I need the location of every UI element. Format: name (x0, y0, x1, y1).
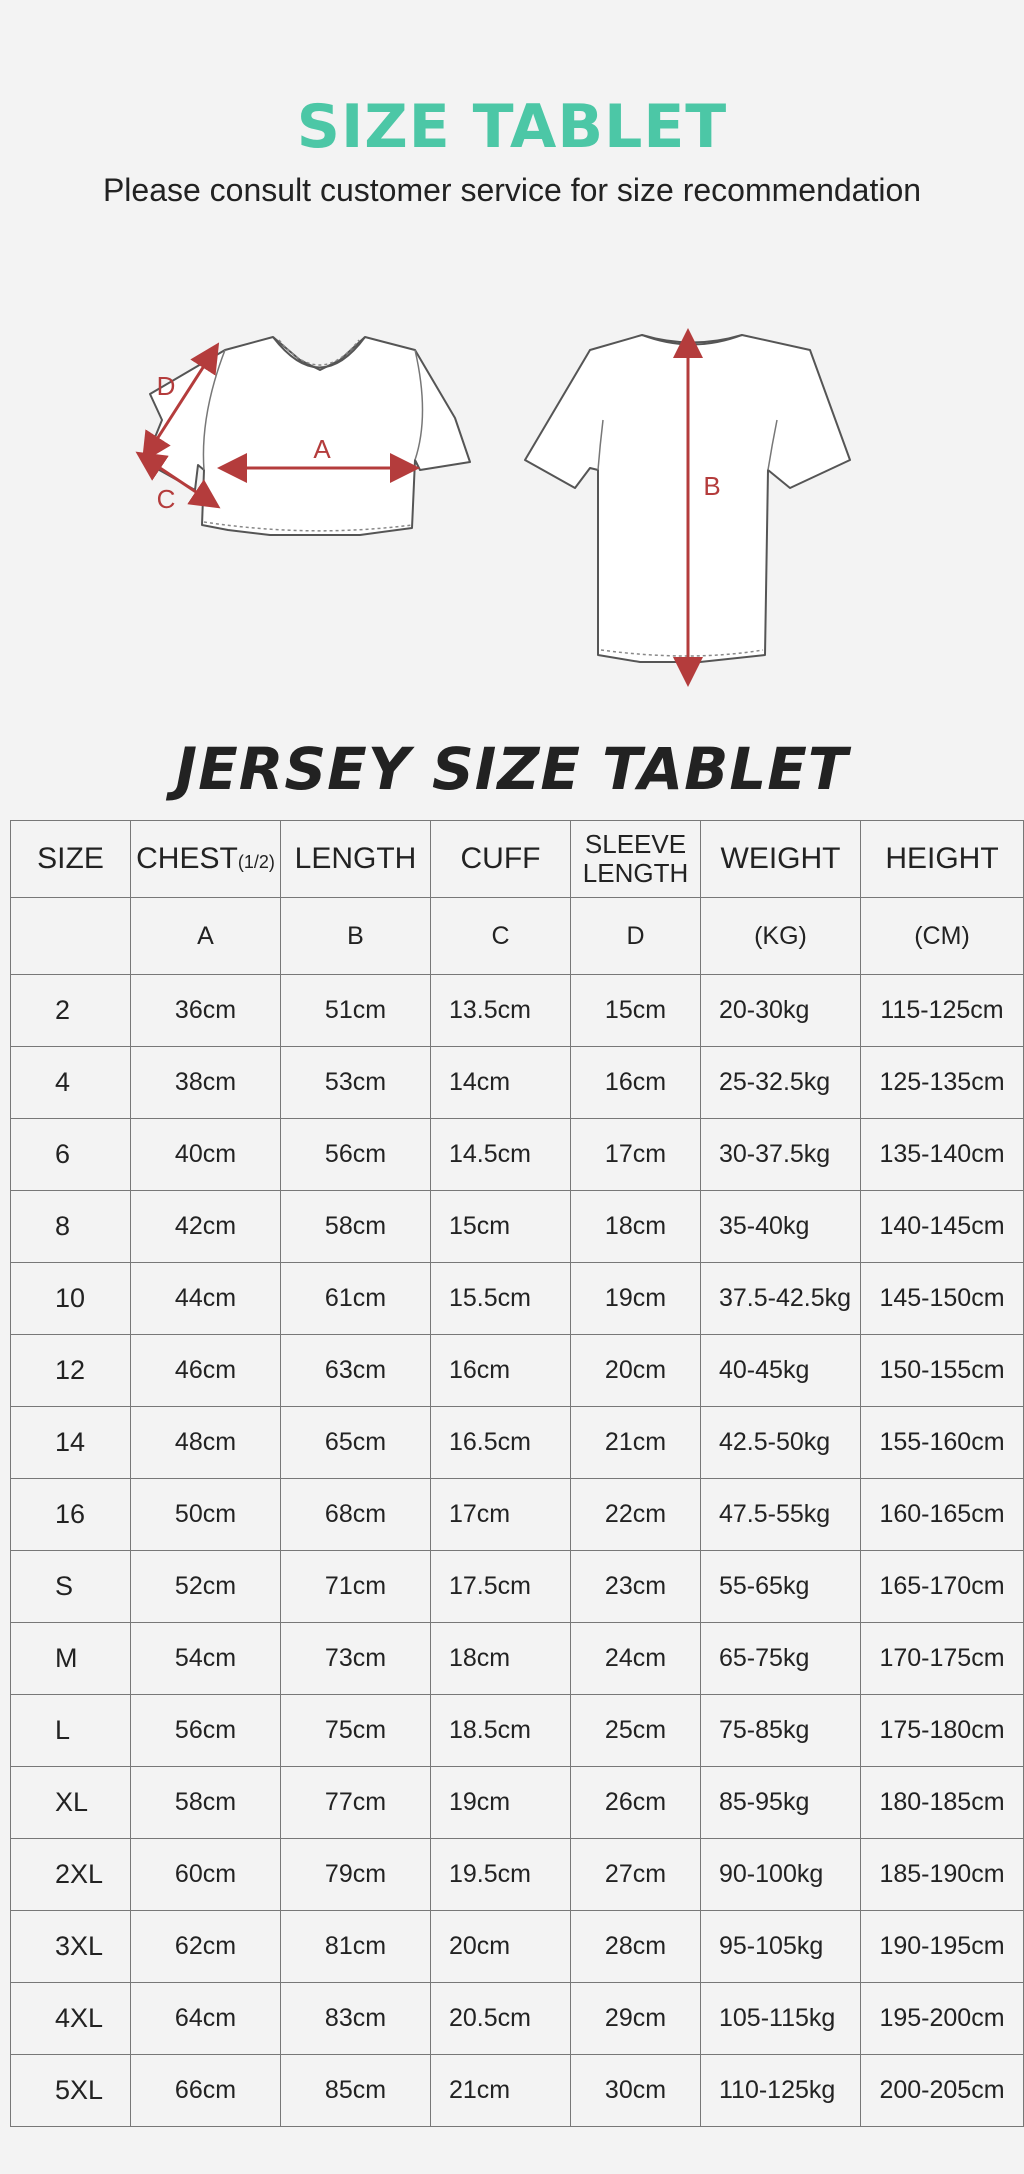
table-cell: 52cm (131, 1551, 281, 1623)
table-cell: 155-160cm (861, 1407, 1024, 1479)
table-cell: 55-65kg (701, 1551, 861, 1623)
size-table (10, 820, 1024, 2127)
table-cell: 19cm (431, 1767, 571, 1839)
table-cell: 190-195cm (861, 1911, 1024, 1983)
table-cell: 180-185cm (861, 1767, 1024, 1839)
unit-cell: (CM) (861, 898, 1024, 975)
size-cell: XL (11, 1767, 131, 1839)
size-cell: 6 (11, 1119, 131, 1191)
table-row (11, 1983, 1024, 2055)
size-cell: 14 (11, 1407, 131, 1479)
table-row (11, 1551, 1024, 1623)
table-cell: 15cm (571, 975, 701, 1047)
table-row (11, 1623, 1024, 1695)
size-cell: 12 (11, 1335, 131, 1407)
table-cell: 170-175cm (861, 1623, 1024, 1695)
table-row (11, 1911, 1024, 1983)
table-cell: 135-140cm (861, 1119, 1024, 1191)
size-cell: 10 (11, 1263, 131, 1335)
header-sleeve-line2: LENGTH (582, 858, 689, 888)
unit-cell (11, 898, 131, 975)
table-cell: 53cm (281, 1047, 431, 1119)
table-cell: 16cm (431, 1335, 571, 1407)
table-cell: 20-30kg (701, 975, 861, 1047)
unit-cell: (KG) (701, 898, 861, 975)
table-title: JERSEY SIZE TABLET (175, 735, 849, 803)
table-cell: 58cm (131, 1767, 281, 1839)
table-cell: 46cm (131, 1335, 281, 1407)
table-cell: 90-100kg (701, 1839, 861, 1911)
units-row (11, 898, 1024, 975)
table-cell: 115-125cm (861, 975, 1024, 1047)
header-length: LENGTH (281, 821, 431, 898)
table-cell: 16.5cm (431, 1407, 571, 1479)
table-cell: 140-145cm (861, 1191, 1024, 1263)
table-row (11, 1047, 1024, 1119)
header-chest (131, 821, 281, 898)
size-cell: M (11, 1623, 131, 1695)
unit-cell: A (131, 898, 281, 975)
table-cell: 30cm (571, 2055, 701, 2127)
table-cell: 24cm (571, 1623, 701, 1695)
table-cell: 62cm (131, 1911, 281, 1983)
table-cell: 75cm (281, 1695, 431, 1767)
table-row (11, 975, 1024, 1047)
table-cell: 54cm (131, 1623, 281, 1695)
jersey-measurement-diagram (0, 320, 1024, 690)
table-cell: 165-170cm (861, 1551, 1024, 1623)
size-cell: L (11, 1695, 131, 1767)
table-cell: 160-165cm (861, 1479, 1024, 1551)
label-d: D (156, 371, 176, 401)
table-cell: 30-37.5kg (701, 1119, 861, 1191)
table-cell: 19cm (571, 1263, 701, 1335)
unit-cell: D (571, 898, 701, 975)
table-cell: 29cm (571, 1983, 701, 2055)
table-cell: 75-85kg (701, 1695, 861, 1767)
size-cell: 4XL (11, 1983, 131, 2055)
unit-cell: B (281, 898, 431, 975)
table-cell: 25-32.5kg (701, 1047, 861, 1119)
label-c: C (156, 484, 176, 514)
table-cell: 83cm (281, 1983, 431, 2055)
table-cell: 195-200cm (861, 1983, 1024, 2055)
table-row (11, 1191, 1024, 1263)
header-sleeve-length (571, 821, 701, 898)
table-cell: 21cm (571, 1407, 701, 1479)
table-cell: 25cm (571, 1695, 701, 1767)
table-cell: 44cm (131, 1263, 281, 1335)
header-chest-label: CHEST (136, 842, 238, 875)
table-row (11, 2055, 1024, 2127)
page-subtitle: Please consult customer service for size recommendation (102, 172, 922, 208)
table-cell: 18cm (571, 1191, 701, 1263)
table-cell: 38cm (131, 1047, 281, 1119)
table-cell: 36cm (131, 975, 281, 1047)
table-cell: 40cm (131, 1119, 281, 1191)
size-cell: S (11, 1551, 131, 1623)
page-title: SIZE TABLET (296, 92, 728, 162)
table-cell: 125-135cm (861, 1047, 1024, 1119)
table-cell: 58cm (281, 1191, 431, 1263)
table-cell: 73cm (281, 1623, 431, 1695)
table-cell: 68cm (281, 1479, 431, 1551)
header-height: HEIGHT (861, 821, 1024, 898)
table-row (11, 1479, 1024, 1551)
table-row (11, 1119, 1024, 1191)
table-cell: 22cm (571, 1479, 701, 1551)
table-cell: 16cm (571, 1047, 701, 1119)
header-chest-sub: (1/2) (237, 852, 275, 872)
table-row (11, 1767, 1024, 1839)
table-cell: 13.5cm (431, 975, 571, 1047)
table-cell: 200-205cm (861, 2055, 1024, 2127)
table-cell: 20.5cm (431, 1983, 571, 2055)
table-row (11, 1695, 1024, 1767)
header-cuff: CUFF (431, 821, 571, 898)
table-cell: 26cm (571, 1767, 701, 1839)
front-jersey-icon (145, 337, 470, 535)
table-cell: 18.5cm (431, 1695, 571, 1767)
table-cell: 85-95kg (701, 1767, 861, 1839)
table-cell: 18cm (431, 1623, 571, 1695)
table-cell: 23cm (571, 1551, 701, 1623)
header-size: SIZE (11, 821, 131, 898)
table-cell: 42.5-50kg (701, 1407, 861, 1479)
table-cell: 105-115kg (701, 1983, 861, 2055)
table-cell: 51cm (281, 975, 431, 1047)
table-body (11, 898, 1024, 2127)
table-cell: 77cm (281, 1767, 431, 1839)
table-cell: 20cm (571, 1335, 701, 1407)
unit-cell: C (431, 898, 571, 975)
table-cell: 21cm (431, 2055, 571, 2127)
table-cell: 56cm (281, 1119, 431, 1191)
table-cell: 60cm (131, 1839, 281, 1911)
table-cell: 42cm (131, 1191, 281, 1263)
table-cell: 145-150cm (861, 1263, 1024, 1335)
size-cell: 3XL (11, 1911, 131, 1983)
table-cell: 15.5cm (431, 1263, 571, 1335)
table-cell: 14cm (431, 1047, 571, 1119)
table-cell: 47.5-55kg (701, 1479, 861, 1551)
table-row (11, 1839, 1024, 1911)
header-weight: WEIGHT (701, 821, 861, 898)
table-row (11, 1407, 1024, 1479)
table-cell: 175-180cm (861, 1695, 1024, 1767)
table-cell: 56cm (131, 1695, 281, 1767)
table-cell: 27cm (571, 1839, 701, 1911)
table-cell: 28cm (571, 1911, 701, 1983)
table-cell: 110-125kg (701, 2055, 861, 2127)
size-cell: 16 (11, 1479, 131, 1551)
size-cell: 2 (11, 975, 131, 1047)
table-cell: 64cm (131, 1983, 281, 2055)
table-cell: 66cm (131, 2055, 281, 2127)
table-cell: 20cm (431, 1911, 571, 1983)
label-b: B (703, 471, 721, 501)
size-cell: 4 (11, 1047, 131, 1119)
size-cell: 2XL (11, 1839, 131, 1911)
table-cell: 185-190cm (861, 1839, 1024, 1911)
table-cell: 65cm (281, 1407, 431, 1479)
table-cell: 14.5cm (431, 1119, 571, 1191)
table-cell: 19.5cm (431, 1839, 571, 1911)
size-cell: 5XL (11, 2055, 131, 2127)
table-cell: 61cm (281, 1263, 431, 1335)
table-cell: 17.5cm (431, 1551, 571, 1623)
table-cell: 17cm (571, 1119, 701, 1191)
table-cell: 71cm (281, 1551, 431, 1623)
table-cell: 35-40kg (701, 1191, 861, 1263)
table-cell: 85cm (281, 2055, 431, 2127)
table-cell: 50cm (131, 1479, 281, 1551)
table-cell: 17cm (431, 1479, 571, 1551)
table-cell: 40-45kg (701, 1335, 861, 1407)
header-row (11, 821, 1024, 898)
table-row (11, 1335, 1024, 1407)
table-cell: 63cm (281, 1335, 431, 1407)
table-row (11, 1263, 1024, 1335)
table-cell: 48cm (131, 1407, 281, 1479)
table-cell: 65-75kg (701, 1623, 861, 1695)
table-cell: 150-155cm (861, 1335, 1024, 1407)
label-a: A (313, 434, 331, 464)
table-cell: 37.5-42.5kg (701, 1263, 861, 1335)
table-cell: 95-105kg (701, 1911, 861, 1983)
table-cell: 81cm (281, 1911, 431, 1983)
header-sleeve-line1: SLEEVE (584, 829, 687, 859)
table-cell: 15cm (431, 1191, 571, 1263)
size-cell: 8 (11, 1191, 131, 1263)
table-cell: 79cm (281, 1839, 431, 1911)
